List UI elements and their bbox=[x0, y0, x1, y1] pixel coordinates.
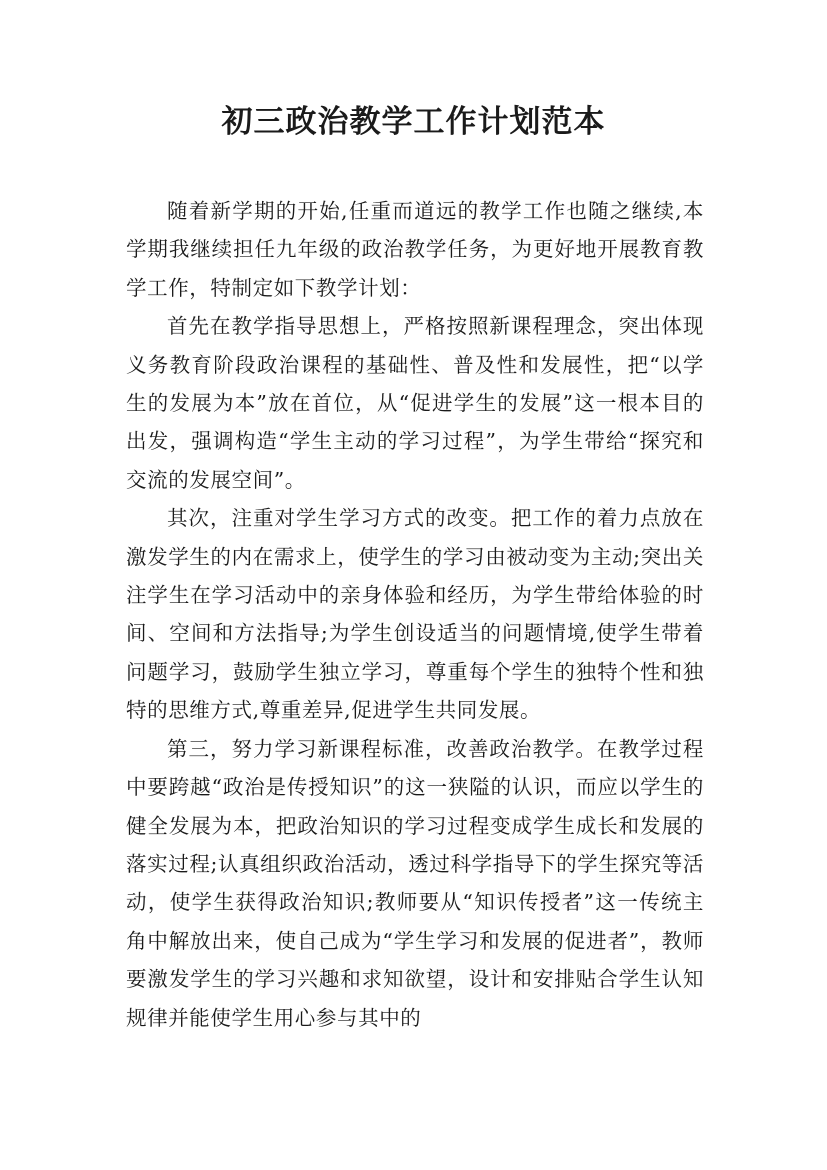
paragraph-second: 其次，注重对学生学习方式的改变。把工作的着力点放在激发学生的内在需求上，使学生的学习由被动变为主动;突出关注学生在学习活动中的亲身体验和经历，为学生带给体验的时间、空间和方法指导;为学生创设适当的问题情境,使学生带着问题学习，鼓励学生独立学习，尊重每个学生的独特个性和独特的思维方式,尊重差异,促进学生共同发展。 bbox=[126, 506, 704, 723]
document-title: 初三政治教学工作计划范本 bbox=[221, 104, 606, 140]
paragraph-first: 首先在教学指导思想上，严格按照新课程理念，突出体现义务教育阶段政治课程的基础性、普及性和发展性，把“以学生的发展为本”放在首位，从“促进学生的发展”这一根本目的出发，强调构造“学生主动的学习过程”，为学生带给“探究和交流的发展空间”。 bbox=[126, 314, 704, 492]
paragraph-intro: 随着新学期的开始,任重而道远的教学工作也随之继续,本学期我继续担任九年级的政治教学任务，为更好地开展教育教学工作，特制定如下教学计划： bbox=[126, 199, 704, 300]
document-body bbox=[126, 192, 704, 1037]
paragraph-third: 第三，努力学习新课程标准，改善政治教学。在教学过程中要跨越“政治是传授知识”的这一狭隘的认识，而应以学生的健全发展为本，把政治知识的学习过程变成学生成长和发展的落实过程;认真组织政治活动，透过科学指导下的学生探究等活动，使学生获得政治知识;教师要从“知识传授者”这一传统主角中解放出来，使自己成为“学生学习和发展的促进者”，教师要激发学生的学习兴趣和求知欲望，设计和安排贴合学生认知规律并能使学生用心参与其中的 bbox=[126, 736, 704, 1030]
